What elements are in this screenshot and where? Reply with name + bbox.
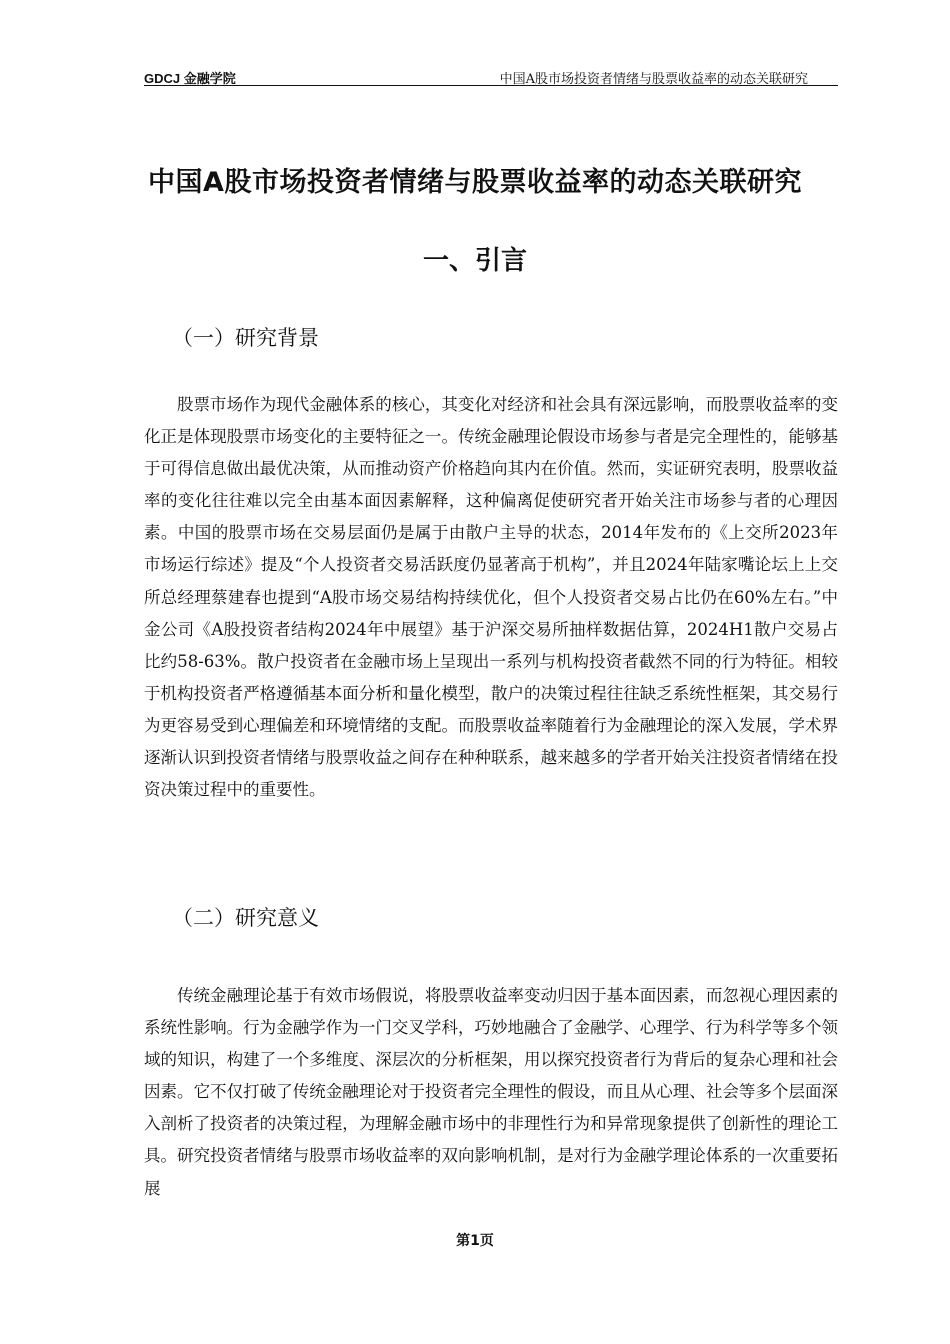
running-header-right: 中国A股市场投资者情绪与股票收益率的动态关联研究: [499, 72, 808, 87]
paragraph-background: 股票市场作为现代金融体系的核心，其变化对经济和社会具有深远影响，而股票收益率的变化正是体现股票市场变化的主要特征之一。传统金融理论假设市场参与者是完全理性的，能够基于可得信息做出最优决策，从而推动资产价格趋向其内在价值。然而，实证研究表明，股票收益率的变化往往难以完全由基本面因素解释，这种偏离促使研究者开始关注市场参与者的心理因素。中国的股票市场在交易层面仍是属于由散户主导的状态，2014年发布的《上交所2023年市场运行综述》提及“个人投资者交易活跃度仍显著高于机构”，并且2024年陆家嘴论坛上上交所总经理蔡建春也提到“A股市场交易结构持续优化，但个人投资者交易占比仍在60%左右。”中金公司《A股投资者结构2024年中展望》基于沪深交易所抽样数据估算，2024H1散户交易占比约58-63%。散户投资者在金融市场上呈现出一系列与机构投资者截然不同的行为特征。相较于机构投资者严格遵循基本面分析和量化模型，散户的决策过程往往缺乏系统性框架，其交易行为更容易受到心理偏差和环境情绪的支配。而股票收益率随着行为金融理论的深入发展，学术界逐渐认识到投资者情绪与股票收益之间存在种种联系，越来越多的学者开始关注投资者情绪在投资决策过程中的重要性。: [144, 395, 838, 800]
running-header-left: GDCJ 金融学院: [144, 71, 236, 86]
chapter-heading: 一、引言: [422, 246, 527, 276]
paragraph-significance: 传统金融理论基于有效市场假说，将股票收益率变动归因于基本面因素，而忽视心理因素的系统性影响。行为金融学作为一门交叉学科，巧妙地融合了金融学、心理学、行为科学等多个领域的知识，构建了一个多维度、深层次的分析框架，用以探究投资者行为背后的复杂心理和社会因素。它不仅打破了传统金融理论对于投资者完全理性的假设，而且从心理、社会等多个层面深入剖析了投资者的决策过程，为理解金融市场中的非理性行为和异常现象提供了创新性的理论工具。研究投资者情绪与股票市场收益率的双向影响机制，是对行为金融学理论体系的一次重要拓展: [144, 986, 838, 1198]
document-title: 中国A股市场投资者情绪与股票收益率的动态关联研究: [148, 167, 802, 198]
section-heading-significance: （二）研究意义: [172, 906, 319, 930]
page-number: 第1页: [456, 1233, 494, 1249]
section-heading-background: （一）研究背景: [172, 326, 319, 350]
header-divider: [144, 85, 838, 86]
